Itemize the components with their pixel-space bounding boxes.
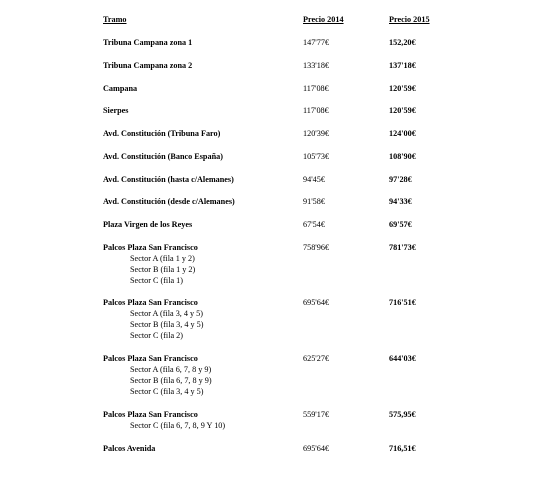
sector-line: Sector C (fila 3, 4 y 5) bbox=[130, 387, 204, 396]
row-price-2014: 91'58€ bbox=[303, 197, 325, 206]
row-price-2015: 152,20€ bbox=[389, 38, 416, 47]
row-name: Palcos Plaza San Francisco bbox=[103, 243, 198, 252]
sector-line: Sector B (fila 6, 7, 8 y 9) bbox=[130, 376, 212, 385]
row-name: Sierpes bbox=[103, 106, 129, 115]
row-price-2015: 644'03€ bbox=[389, 354, 416, 363]
sector-line: Sector C (fila 1) bbox=[130, 276, 183, 285]
row-name: Avd. Constitución (Tribuna Faro) bbox=[103, 129, 221, 138]
row-price-2014: 117'08€ bbox=[303, 84, 329, 93]
row-price-2015: 716,51€ bbox=[389, 444, 416, 453]
row-name: Palcos Plaza San Francisco bbox=[103, 298, 198, 307]
row-price-2015: 124'00€ bbox=[389, 129, 416, 138]
row-name: Avd. Constitución (desde c/Alemanes) bbox=[103, 197, 235, 206]
row-price-2014: 120'39€ bbox=[303, 129, 330, 138]
sector-line: Sector C (fila 6, 7, 8, 9 Y 10) bbox=[130, 421, 226, 430]
row-name: Campana bbox=[103, 84, 138, 93]
row-price-2015: 716'51€ bbox=[389, 298, 416, 307]
row-price-2014: 147'77€ bbox=[303, 38, 330, 47]
row-price-2014: 117'08€ bbox=[303, 106, 329, 115]
row-price-2014: 695'64€ bbox=[303, 298, 330, 307]
row-name: Tribuna Campana zona 1 bbox=[103, 38, 193, 47]
sector-line: Sector B (fila 1 y 2) bbox=[130, 265, 196, 274]
sector-line: Sector B (fila 3, 4 y 5) bbox=[130, 320, 204, 329]
row-name: Tribuna Campana zona 2 bbox=[103, 61, 193, 70]
header-precio-2015: Precio 2015 bbox=[389, 15, 430, 24]
row-price-2014: 625'27€ bbox=[303, 354, 330, 363]
row-price-2015: 108'90€ bbox=[389, 152, 416, 161]
row-name: Plaza Virgen de los Reyes bbox=[103, 220, 193, 229]
row-price-2015: 120'59€ bbox=[389, 84, 416, 93]
header-tramo: Tramo bbox=[103, 15, 127, 24]
row-name: Palcos Plaza San Francisco bbox=[103, 354, 198, 363]
row-name: Avd. Constitución (Banco España) bbox=[103, 152, 223, 161]
row-price-2015: 120'59€ bbox=[389, 106, 416, 115]
row-price-2014: 695'64€ bbox=[303, 444, 330, 453]
row-price-2015: 94'33€ bbox=[389, 197, 412, 206]
header-precio-2014: Precio 2014 bbox=[303, 15, 344, 24]
row-price-2015: 781'73€ bbox=[389, 243, 416, 252]
sector-line: Sector C (fila 2) bbox=[130, 331, 183, 340]
row-name: Palcos Avenida bbox=[103, 444, 156, 453]
row-name: Avd. Constitución (hasta c/Alemanes) bbox=[103, 175, 234, 184]
row-price-2014: 67'54€ bbox=[303, 220, 325, 229]
row-price-2015: 575,95€ bbox=[389, 410, 416, 419]
sector-line: Sector A (fila 1 y 2) bbox=[130, 254, 195, 263]
row-price-2014: 758'96€ bbox=[303, 243, 330, 252]
sector-line: Sector A (fila 6, 7, 8 y 9) bbox=[130, 365, 212, 374]
row-price-2015: 69'57€ bbox=[389, 220, 412, 229]
row-price-2015: 97'28€ bbox=[389, 175, 412, 184]
row-name: Palcos Plaza San Francisco bbox=[103, 410, 198, 419]
row-price-2015: 137'18€ bbox=[389, 61, 416, 70]
row-price-2014: 105'73€ bbox=[303, 152, 330, 161]
row-price-2014: 133'18€ bbox=[303, 61, 330, 70]
row-price-2014: 559'17€ bbox=[303, 410, 330, 419]
sector-line: Sector A (fila 3, 4 y 5) bbox=[130, 309, 203, 318]
row-price-2014: 94'45€ bbox=[303, 175, 325, 184]
